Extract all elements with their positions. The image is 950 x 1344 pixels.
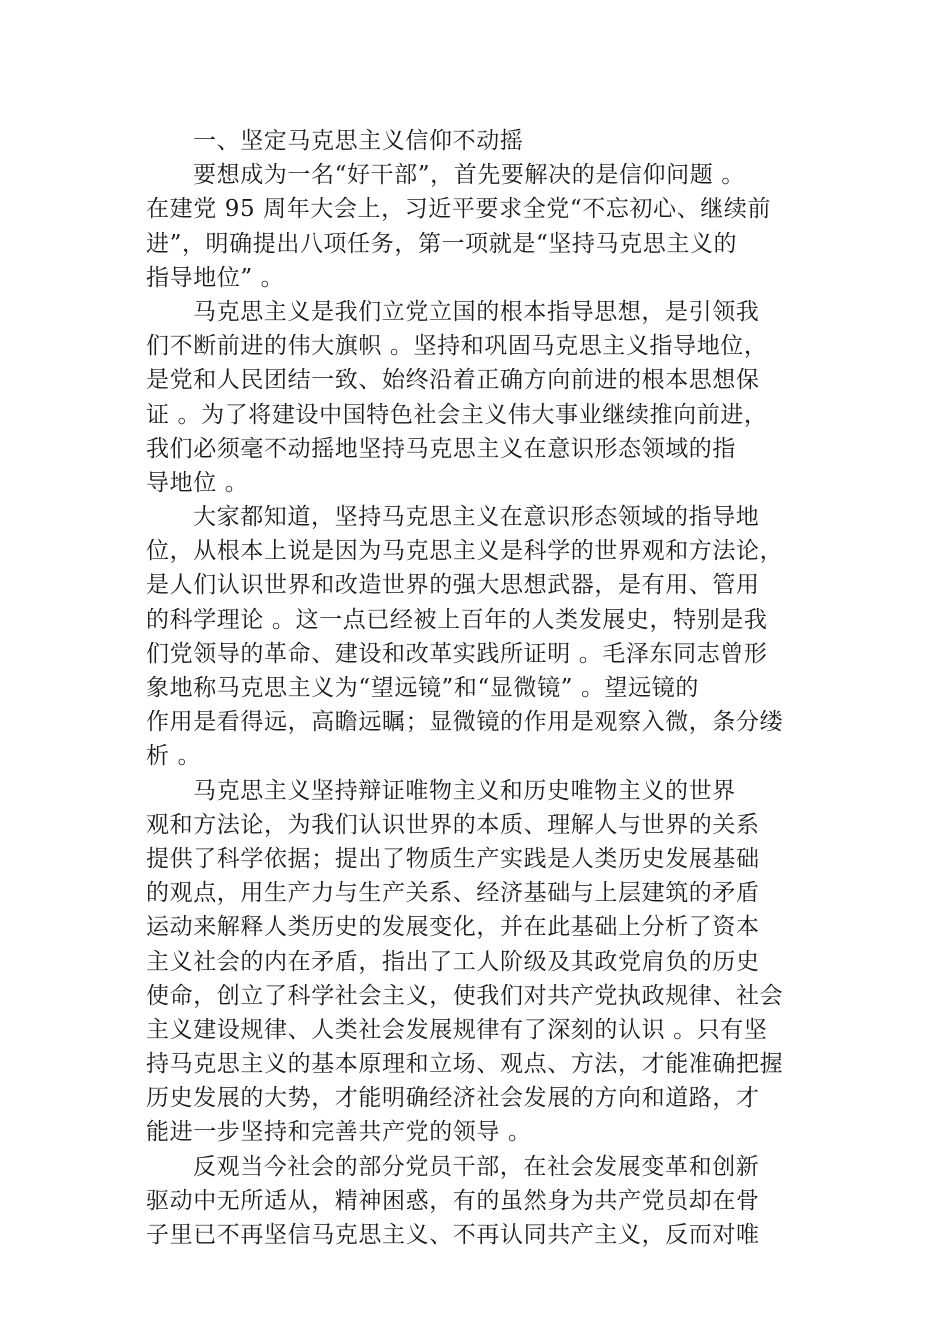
paragraph-line: 作用是看得远，高瞻远瞩；显微镜的作用是观察入微，条分缕: [146, 709, 784, 736]
paragraph-line: 证 。为了将建设中国特色社会主义伟大事业继续推向前进，: [146, 401, 768, 428]
paragraph-line: 驱动中无所适从，精神困惑，有的虽然身为共产党员却在骨: [146, 1187, 760, 1214]
paragraph-line: 象地称马克思主义为“望远镜”和“显微镜” 。望远镜的: [146, 675, 699, 701]
paragraph-line: 要想成为一名“好干部”，首先要解决的是信仰问题 。: [193, 162, 745, 189]
paragraph-line: 能进一步坚持和完善共产党的领导 。: [146, 1119, 532, 1146]
document-body: [146, 124, 812, 1252]
paragraph-line: 持马克思主义的基本原理和立场、观点、方法，才能准确把握: [146, 1051, 784, 1078]
paragraph-line: 马克思主义是我们立党立国的根本指导思想，是引领我: [193, 298, 760, 325]
paragraph-line: 是人们认识世界和改造世界的强大思想武器，是有用、管用: [146, 572, 760, 599]
paragraph-line: 提供了科学依据；提出了物质生产实践是人类历史发展基础: [146, 845, 760, 872]
paragraph-line: 导地位 。: [146, 469, 249, 496]
paragraph-line: 马克思主义坚持辩证唯物主义和历史唯物主义的世界: [193, 777, 736, 804]
paragraph-line: 我们必须毫不动摇地坚持马克思主义在意识形态领域的指: [146, 435, 736, 462]
paragraph-line: 使命，创立了科学社会主义，使我们对共产党执政规律、社会: [146, 982, 784, 1009]
paragraph-line: 们党领导的革命、建设和改革实践所证明 。毛泽东同志曾形: [146, 640, 768, 667]
paragraph-line: 观和方法论，为我们认识世界的本质、理解人与世界的关系: [146, 811, 760, 838]
section-heading: 一、坚定马克思主义信仰不动摇: [193, 128, 524, 154]
paragraph-line: 指导地位” 。: [146, 264, 285, 291]
paragraph-line: 析 。: [146, 743, 202, 770]
paragraph-line: 在建党 95 周年大会上，习近平要求全党“不忘初心、继续前: [146, 196, 772, 223]
paragraph-line: 主义建设规律、人类社会发展规律有了深刻的认识 。只有坚: [146, 1016, 768, 1043]
paragraph-line: 子里已不再坚信马克思主义、不再认同共产主义，反而对唯: [146, 1222, 760, 1248]
paragraph-line: 运动来解释人类历史的发展变化，并在此基础上分析了资本: [146, 914, 760, 941]
paragraph-line: 位，从根本上说是因为马克思主义是科学的世界观和方法论，: [146, 538, 784, 565]
paragraph-line: 进”，明确提出八项任务，第一项就是“坚持马克思主义的: [146, 230, 738, 257]
paragraph-line: 历史发展的大势，才能明确经济社会发展的方向和道路，才: [146, 1085, 760, 1112]
paragraph-line: 们不断前进的伟大旗帜 。坚持和巩固马克思主义指导地位，: [146, 333, 768, 360]
paragraph-line: 反观当今社会的部分党员干部，在社会发展变革和创新: [193, 1153, 760, 1180]
paragraph-line: 是党和人民团结一致、始终沿着正确方向前进的根本思想保: [146, 367, 760, 394]
paragraph-line: 主义社会的内在矛盾，指出了工人阶级及其政党肩负的历史: [146, 948, 760, 975]
paragraph-line: 的观点，用生产力与生产关系、经济基础与上层建筑的矛盾: [146, 880, 760, 907]
paragraph-line: 的科学理论 。这一点已经被上百年的人类发展史，特别是我: [146, 606, 768, 633]
paragraph-line: 大家都知道，坚持马克思主义在意识形态领域的指导地: [193, 504, 760, 531]
